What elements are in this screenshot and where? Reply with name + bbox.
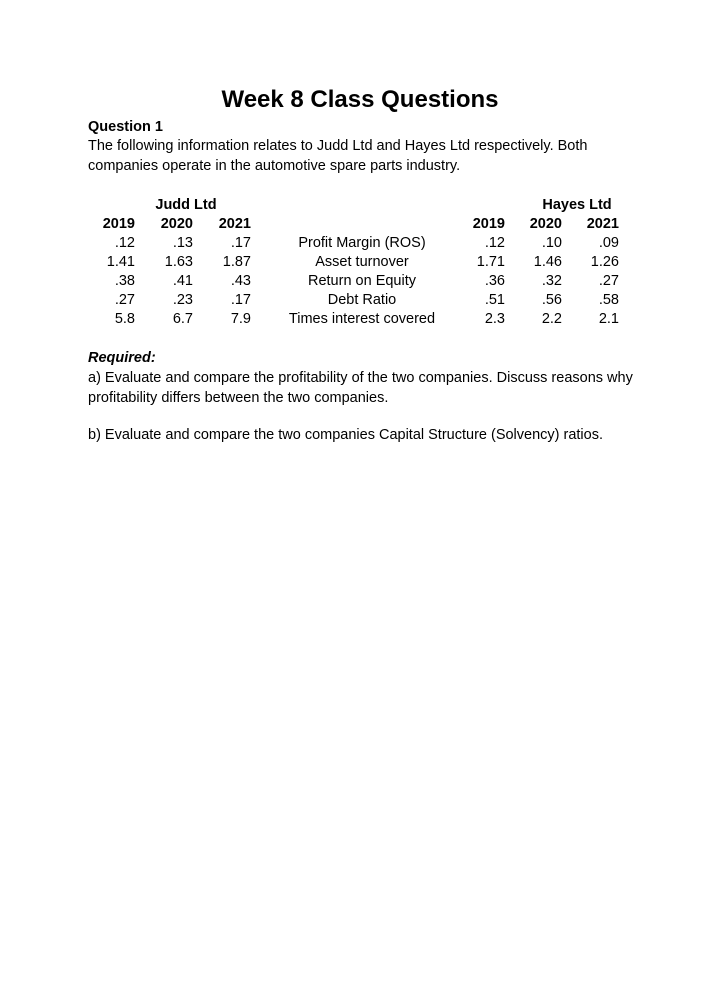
- hayes-value-cell: .27: [598, 273, 619, 289]
- hayes-company-header: Hayes Ltd: [542, 197, 612, 213]
- ratio-label: Asset turnover: [315, 254, 409, 270]
- judd-value-cell: 1.63: [164, 254, 193, 270]
- ratio-label: Profit Margin (ROS): [298, 235, 426, 251]
- hayes-value-cell: .12: [484, 235, 505, 251]
- hayes-value-cell: 1.71: [476, 254, 505, 270]
- judd-value-cell: .43: [230, 273, 251, 289]
- judd-value-cell: .17: [230, 292, 251, 308]
- required-part-b: b) Evaluate and compare the two companies Capital Structure (Solvency) ratios.: [88, 427, 603, 443]
- judd-value-cell: 6.7: [172, 311, 193, 327]
- ratio-table: [88, 196, 648, 336]
- ratio-label: Return on Equity: [307, 273, 416, 289]
- judd-value-cell: .23: [172, 292, 193, 308]
- hayes-value-cell: .10: [541, 235, 562, 251]
- hayes-value-cell: .36: [484, 273, 505, 289]
- judd-value-cell: 1.41: [106, 254, 135, 270]
- ratio-label: Debt Ratio: [327, 292, 397, 308]
- hayes-value-cell: .09: [598, 235, 619, 251]
- hayes-value-cell: 1.46: [533, 254, 562, 270]
- question-heading: Question 1: [88, 119, 163, 135]
- judd-value-cell: .38: [114, 273, 135, 289]
- hayes-value-cell: 1.26: [590, 254, 619, 270]
- judd-value-cell: .12: [114, 235, 135, 251]
- hayes-value-cell: .58: [598, 292, 619, 308]
- judd-company-header: Judd Ltd: [155, 197, 217, 213]
- required-label: Required:: [88, 350, 156, 366]
- required-part-a: a) Evaluate and compare the profitability of the two companies. Discuss reasons why profitability differs between the two companies.: [88, 370, 633, 406]
- hayes-value-cell: 2.3: [484, 311, 505, 327]
- judd-value-cell: 5.8: [114, 311, 135, 327]
- hayes-value-cell: 2.1: [598, 311, 619, 327]
- judd-value-cell: .41: [172, 273, 193, 289]
- hayes-value-cell: .32: [541, 273, 562, 289]
- judd-year-header: 2021: [218, 216, 251, 232]
- judd-year-header: 2020: [160, 216, 193, 232]
- hayes-value-cell: .56: [541, 292, 562, 308]
- hayes-year-header: 2019: [472, 216, 505, 232]
- judd-value-cell: .17: [230, 235, 251, 251]
- ratio-label: Times interest covered: [288, 311, 436, 327]
- hayes-year-header: 2021: [586, 216, 619, 232]
- judd-value-cell: .27: [114, 292, 135, 308]
- judd-value-cell: .13: [172, 235, 193, 251]
- hayes-value-cell: .51: [484, 292, 505, 308]
- hayes-value-cell: 2.2: [541, 311, 562, 327]
- judd-value-cell: 1.87: [222, 254, 251, 270]
- page-title: Week 8 Class Questions: [221, 86, 499, 113]
- intro-paragraph: The following information relates to Judd Ltd and Hayes Ltd respectively. Both companies operate in the automotive spare parts industry.: [88, 138, 588, 174]
- judd-year-header: 2019: [102, 216, 135, 232]
- judd-value-cell: 7.9: [230, 311, 251, 327]
- hayes-year-header: 2020: [529, 216, 562, 232]
